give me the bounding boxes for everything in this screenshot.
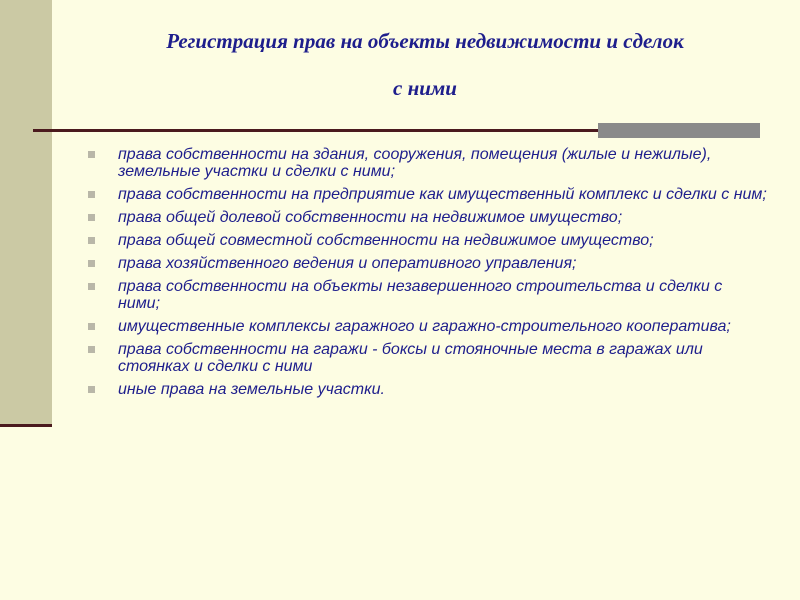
list-item xyxy=(88,318,768,335)
list-item-text: права общей долевой собственности на недвижимое имущество; xyxy=(118,209,623,226)
list-item-text: права общей совместной собственности на недвижимое имущество; xyxy=(118,232,654,249)
list-item xyxy=(88,341,768,375)
list-item xyxy=(88,255,768,272)
list-item xyxy=(88,186,768,203)
square-bullet-icon xyxy=(88,386,95,393)
list-item xyxy=(88,209,768,226)
title-divider-accent xyxy=(598,123,760,138)
square-bullet-icon xyxy=(88,260,95,267)
list-item-text: имущественные комплексы гаражного и гаражно-строительного кооператива; xyxy=(118,318,731,335)
list-item-text: права хозяйственного ведения и оперативного управления; xyxy=(118,255,577,272)
list-item-text: права собственности на гаражи - боксы и стояночные места в гаражах или стоянках и сделки с ними xyxy=(118,341,703,375)
side-decor-band xyxy=(0,0,52,426)
square-bullet-icon xyxy=(88,323,95,330)
list-item xyxy=(88,146,768,180)
list-item xyxy=(88,278,768,312)
list-item-text: иные права на земельные участки. xyxy=(118,381,385,398)
slide-title-line-1: Регистрация прав на объекты недвижимости и сделок xyxy=(166,29,684,53)
square-bullet-icon xyxy=(88,151,95,158)
square-bullet-icon xyxy=(88,237,95,244)
slide-title-line-2: с ними xyxy=(393,76,457,100)
list-item xyxy=(88,381,768,398)
list-item-text: права собственности на объекты незавершенного строительства и сделки с ними; xyxy=(118,278,723,312)
bullet-list xyxy=(88,146,768,404)
square-bullet-icon xyxy=(88,191,95,198)
side-decor-line xyxy=(0,424,52,427)
square-bullet-icon xyxy=(88,214,95,221)
slide-title xyxy=(70,18,780,112)
square-bullet-icon xyxy=(88,346,95,353)
list-item xyxy=(88,232,768,249)
list-item-text: права собственности на здания, сооружения, помещения (жилые и нежилые), земельные участки и сделки с ними; xyxy=(118,146,712,180)
square-bullet-icon xyxy=(88,283,95,290)
list-item-text: права собственности на предприятие как имущественный комплекс и сделки с ним; xyxy=(118,186,767,203)
